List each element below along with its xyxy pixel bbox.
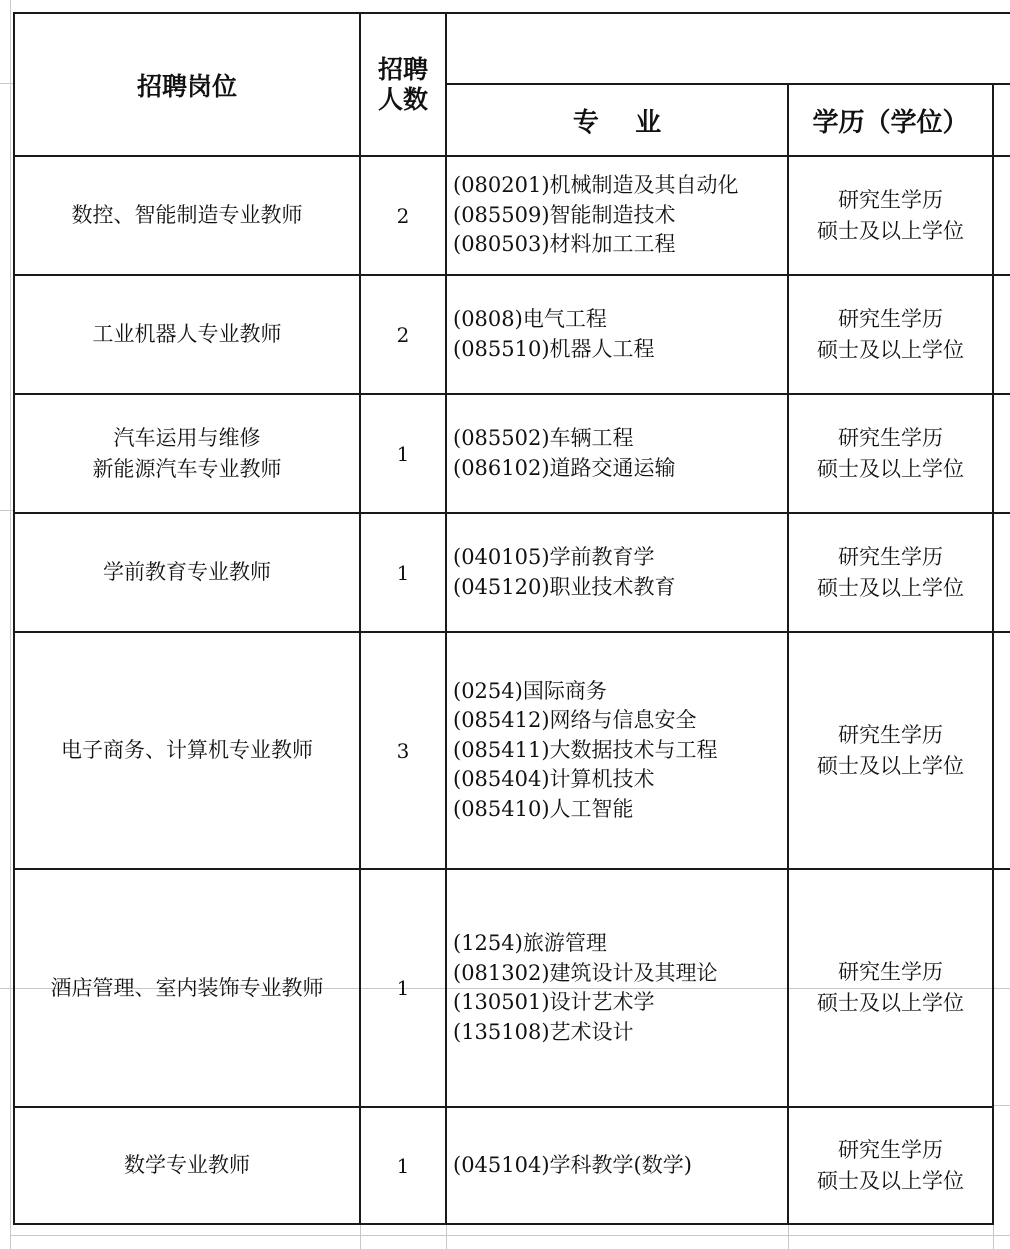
count-cell: 1 xyxy=(396,441,410,466)
education-cell: 研究生学历 硕士及以上学位 xyxy=(817,187,964,243)
education-cell: 研究生学历 硕士及以上学位 xyxy=(817,1137,964,1193)
count-cell: 3 xyxy=(396,738,410,763)
count-cell: 2 xyxy=(396,322,410,347)
major-cell: (085502)车辆工程 (086102)道路交通运输 xyxy=(453,426,676,480)
header-count-line: 招聘 xyxy=(377,54,428,84)
major-cell: (0808)电气工程 (085510)机器人工程 xyxy=(453,307,655,361)
post-cell: 学前教育专业教师 xyxy=(103,560,271,584)
sheet-gridline xyxy=(446,1224,447,1249)
post-cell: 工业机器人专业教师 xyxy=(92,322,282,346)
sheet-gridline xyxy=(10,1235,1010,1236)
sheet-gridline xyxy=(0,510,14,511)
major-cell: (1254)旅游管理 (081302)建筑设计及其理论 (130501)设计艺术学 (135108)艺术设计 xyxy=(453,931,718,1044)
sheet-gridline xyxy=(993,1105,1010,1106)
count-cell: 1 xyxy=(396,560,410,585)
count-cell: 2 xyxy=(396,203,410,228)
education-cell: 研究生学历 硕士及以上学位 xyxy=(817,306,964,362)
sheet-gridline xyxy=(0,83,14,84)
header-count xyxy=(361,14,445,155)
education-cell: 研究生学历 硕士及以上学位 xyxy=(817,544,964,600)
sheet-gridline xyxy=(993,1224,994,1249)
education-cell: 研究生学历 硕士及以上学位 xyxy=(817,722,964,778)
major-cell: (0254)国际商务 (085412)网络与信息安全 (085411)大数据技术与工程 (085404)计算机技术 (085410)人工智能 xyxy=(453,678,718,821)
header-post: 招聘岗位 xyxy=(136,71,237,101)
education-cell: 研究生学历 硕士及以上学位 xyxy=(817,425,964,481)
post-cell: 数控、智能制造专业教师 xyxy=(71,203,303,227)
sheet-gridline xyxy=(788,1224,789,1249)
major-cell: (080201)机械制造及其自动化 (085509)智能制造技术 (080503)材料加工工程 xyxy=(453,173,739,257)
count-cell: 1 xyxy=(396,976,410,1000)
header-education: 学历（学位） xyxy=(812,107,969,138)
major-cell: (045104)学科教学(数学) xyxy=(453,1152,692,1177)
sheet-gridline xyxy=(10,0,11,1249)
post-cell: 酒店管理、室内装饰专业教师 xyxy=(50,975,324,1000)
post-cell: 数学专业教师 xyxy=(124,1153,250,1177)
education-cell: 研究生学历 硕士及以上学位 xyxy=(817,960,964,1015)
post-cell: 电子商务、计算机专业教师 xyxy=(61,738,313,762)
major-cell: (040105)学前教育学 (045120)职业技术教育 xyxy=(453,545,676,599)
post-cell: 汽车运用与维修 新能源汽车专业教师 xyxy=(92,425,282,481)
header-major: 专 业 xyxy=(572,107,662,138)
count-cell: 1 xyxy=(396,1153,410,1178)
header-count-line: 人数 xyxy=(377,84,428,114)
sheet-gridline xyxy=(360,1224,361,1249)
